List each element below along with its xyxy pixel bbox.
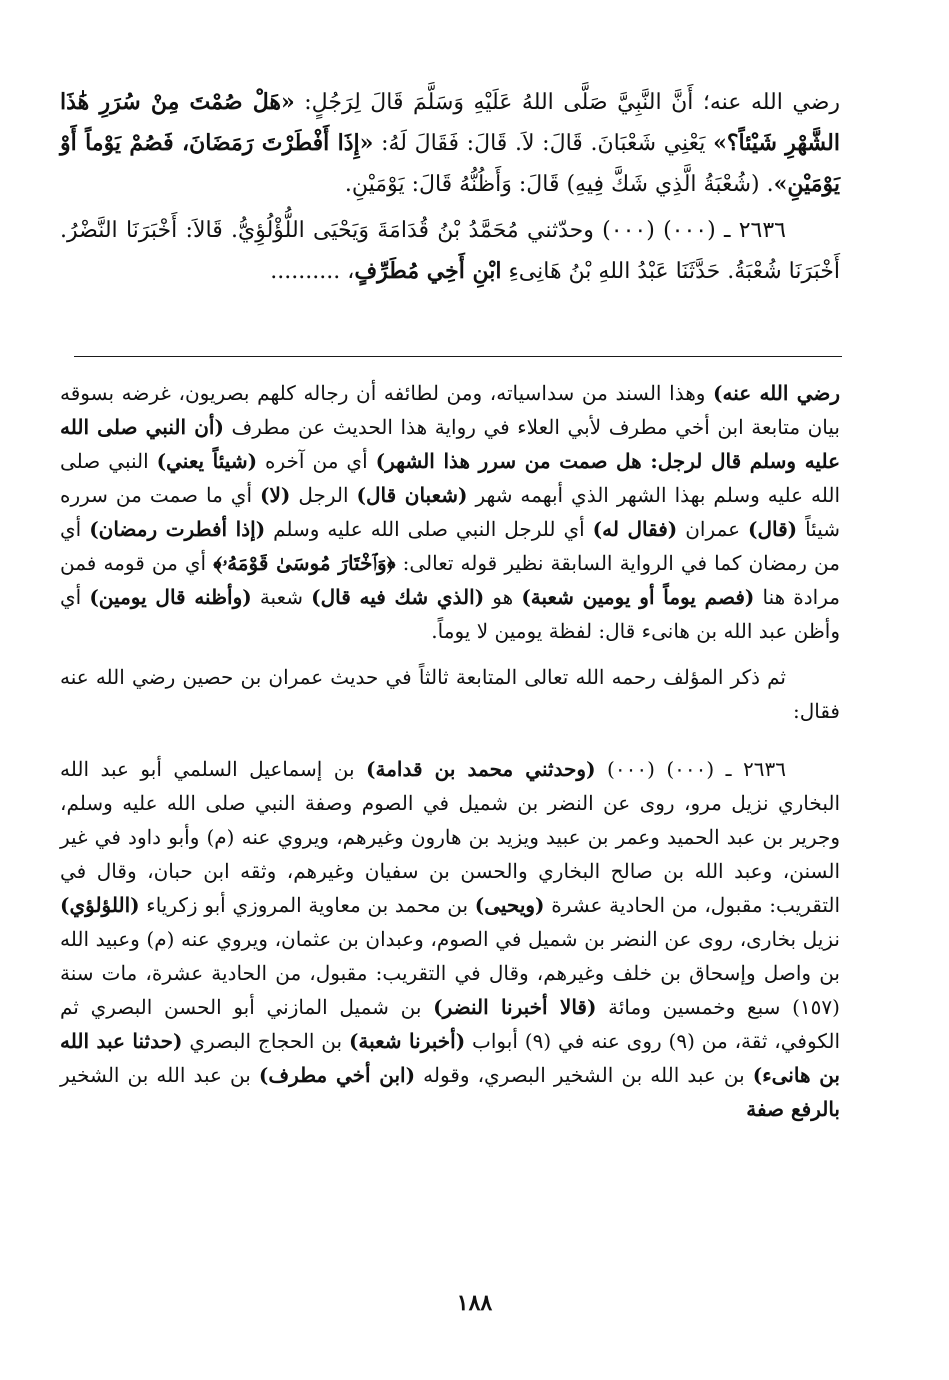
quran-verse: ﴿وَٱخْتَارَ مُوسَىٰ قَوْمَهُۥ﴾ [213,551,396,575]
commentary-text-run: نزيل بخارى، روى عن النضر بن شميل في الصوم، وعبدان بن عثمان، ويروي عنه (م) وعبيد الله بن واصل وإسحاق بن خلف وغيرهم، وقال في التقريب: مقبول، من الحادية عشرة، مات سنة (١٥٧) سبع وخمسين ومائة [60,927,840,1019]
commentary-term: (فقال له) [592,517,678,541]
hadith-paragraph-2 [60,211,840,292]
hadith-paragraph-1 [60,82,840,205]
commentary-term: (شعبان قال) [356,483,468,507]
commentary-term: (ابن أخي مطرف) [258,1063,416,1087]
hadith-isnad-bold: ابْنِ أَخِي مُطَرِّفٍ [354,258,502,284]
commentary-text-run: بن عبد الله بن الشخير البصري، وقوله [415,1063,753,1087]
commentary-term: (ويحيى) [474,893,545,917]
commentary-paragraph-2: ثم ذكر المؤلف رحمه الله تعالى المتابعة ثالثاً في حديث عمران بن حصين رضي الله عنه فقال: [60,665,840,723]
commentary-text-run: بن إسماعيل السلمي أبو عبد الله البخاري نزيل مرو، روى عن النضر بن شميل في الصوم وصفة النبي صلى الله عليه وسلم، وجرير بن عبد الحميد وعمر بن عبيد ويزيد بن هارون وغيرهم، ويروي عنه (م) وأبو داود في غير السنن، وعبد الله بن صالح البخاري والحسن بن سفيان وغيرهم، وثقه ابن حبان، وقال في التقريب: مقبول، من الحادية عشرة [60,757,841,917]
commentary-text-run: أي من آخره [257,449,376,473]
hadith-quote-1: «هَلْ صُمْتَ مِنْ سُرَرِ هَٰذَا الشَّهْرِ شَيْئاً؟» [60,89,840,156]
commentary-text-run: النبي صلى الله عليه وسلم بهذا الشهر الذي أبهمه شهر [60,449,841,507]
commentary-text-run: بن محمد بن معاوية المروزي أبو زكرياء [139,893,475,917]
hadith-isnad-ellipsis: ، .......... [270,259,355,284]
commentary-term: (أن النبي صلى الله عليه وسلم قال لرجل: هل صمت من سرر هذا الشهر) [60,415,840,473]
commentary-term: (شيئاً يعني) [156,449,258,473]
commentary-text [60,376,840,1138]
commentary-term: (اللؤلؤي) [60,893,140,917]
hadith-quote-2: «إِذَا أَفْطَرْتَ رَمَضَانَ، فَصُمْ يَوْماً أَوْ يَوْمَيْنِ» [60,130,840,197]
hadith-narration-intro: رضي الله عنه؛ أَنَّ النَّبِيَّ صَلَّى اللهُ عَلَيْهِ وَسَلَّمَ قَالَ لِرَجُلٍ: [294,90,840,115]
commentary-term: (لا) [260,483,291,507]
commentary-paragraph-3 [60,752,840,1126]
commentary-text-run: أي من رمضان كما في الرواية السابقة نظير قوله تعالى: [60,517,840,575]
commentary-term: (فصم يوماً أو يومين شعبة) [521,585,755,609]
commentary-term: (إذا أفطرت رمضان) [89,517,266,541]
commentary-text-run: شعبة [251,585,312,609]
commentary-text-run: بن عبد الله بن الشخير [60,1063,259,1087]
commentary-term: (وأظنه قال يومين) [89,585,252,609]
commentary-text-run: أي للرجل النبي صلى الله عليه وسلم [265,517,593,541]
page-number: ١٨٨ [456,1290,493,1316]
commentary-term: (الذي شك فيه قال) [311,585,485,609]
commentary-term: (قالا أخبرنا النضر) [433,995,597,1019]
commentary-text-run: ٢٦٣٦ ـ (٠٠٠) (٠٠٠) [595,757,786,781]
commentary-text-run: أي من قومه فمن مرادة هنا [60,551,840,609]
commentary-text-run: أي ما صمت من سرره شيئاً [60,483,840,541]
commentary-term: (وحدثني محمد بن قدامة) [366,757,596,781]
commentary-term: (قال) [747,517,798,541]
commentary-text-run: عمران [677,517,748,541]
commentary-text-run: أي وأظن عبد الله بن هانىء قال: لفظة يومين لا يوماً. [60,585,840,643]
hadith-isnad: ٢٦٣٦ ـ (٠٠٠) (٠٠٠) وحدّثني مُحَمَّدُ بْنُ قُدَامَةَ وَيَحْيَى اللُّؤْلُؤِيُّ. قَالاَ: أَخْبَرَنَا النَّضْرُ. أَخْبَرَنَا شُعْبَةُ. حَدَّثَنَا عَبْدُ اللهِ بْنُ هَانِىءِ [60,218,840,284]
commentary-paragraph-1 [60,376,840,648]
hadith-narration-middle: يَعْنِي شَعْبَانَ. قَالَ: لاَ. قَالَ: فَقَالَ لَهُ: [373,131,714,156]
commentary-text-run: بن شميل المازني أبو الحسن البصري ثم الكوفي، ثقة، من (٩) روى عنه في (٩) أبواب [60,995,841,1053]
commentary-text-run: هو [484,585,522,609]
commentary-term: بالرفع صفة [746,1097,840,1121]
commentary-term: رضي الله عنه) [713,381,841,405]
commentary-text-run: الرجل [290,483,357,507]
hadith-text [60,82,840,292]
commentary-term: (حدثنا عبد الله بن هانىء) [60,1029,840,1087]
commentary-term: (أخبرنا شعبة) [348,1029,466,1053]
commentary-text-run: بن الحجاج البصري [182,1029,349,1053]
commentary-text-run: وهذا السند من سداسياته، ومن لطائفه أن رجاله كلهم بصريون، غرضه بسوقه بيان متابعة ابن أخي مطرف لأبي العلاء في رواية هذا الحديث عن مطرف [60,381,840,439]
footnote-divider [74,356,842,357]
hadith-narration-end: . (شُعْبَةُ الَّذِي شَكَّ فِيهِ) قَالَ: وَأَظُنُّهُ قَالَ: يَوْمَيْنِ. [344,172,774,197]
